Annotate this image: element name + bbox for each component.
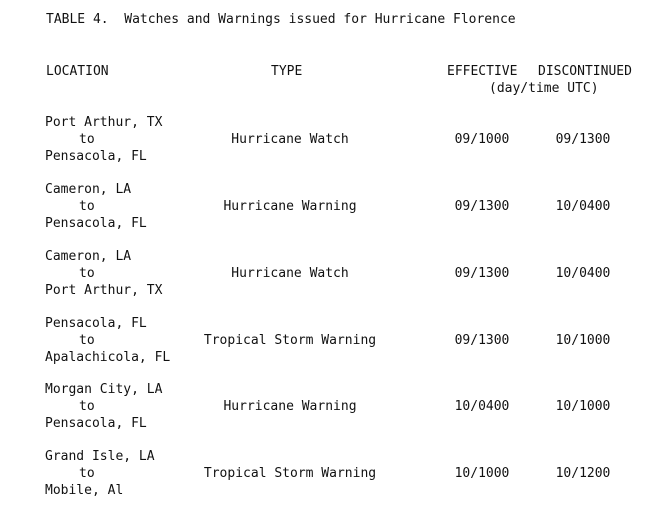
location-to-word: to — [79, 132, 95, 147]
discontinued-time: 10/0400 — [555, 199, 611, 214]
table-row — [0, 114, 663, 165]
advisory-type: Hurricane Watch — [231, 132, 349, 147]
effective-time: 09/1300 — [454, 266, 510, 281]
effective-time: 10/1000 — [454, 466, 510, 481]
location-from: Grand Isle, LA — [45, 449, 155, 464]
location-to: Pensacola, FL — [45, 416, 147, 431]
effective-time: 09/1000 — [454, 132, 510, 147]
location-to-word: to — [79, 399, 95, 414]
effective-time: 09/1300 — [454, 199, 510, 214]
table-title: TABLE 4. Watches and Warnings issued for Hurricane Florence — [46, 12, 516, 27]
location-to-word: to — [79, 199, 95, 214]
header-location: LOCATION — [46, 64, 109, 79]
header-type: TYPE — [271, 64, 303, 79]
advisory-type: Tropical Storm Warning — [203, 466, 377, 481]
discontinued-time: 10/0400 — [555, 266, 611, 281]
header-discontinued: DISCONTINUED — [538, 64, 632, 79]
header-effective: EFFECTIVE — [447, 64, 518, 79]
discontinued-time: 10/1000 — [555, 333, 611, 348]
advisory-type: Hurricane Warning — [223, 399, 357, 414]
location-to-word: to — [79, 266, 95, 281]
discontinued-time: 09/1300 — [555, 132, 611, 147]
location-from: Cameron, LA — [45, 249, 132, 264]
location-to: Pensacola, FL — [45, 149, 147, 164]
effective-time: 10/0400 — [454, 399, 510, 414]
location-to: Pensacola, FL — [45, 216, 147, 231]
location-from: Pensacola, FL — [45, 316, 147, 331]
table-row — [0, 315, 663, 366]
location-to-word: to — [79, 333, 95, 348]
effective-time: 09/1300 — [454, 333, 510, 348]
location-to-word: to — [79, 466, 95, 481]
table-row — [0, 448, 663, 499]
advisory-type: Tropical Storm Warning — [203, 333, 377, 348]
location-to: Apalachicola, FL — [45, 350, 171, 365]
table-row — [0, 381, 663, 432]
location-from: Cameron, LA — [45, 182, 132, 197]
advisory-type: Hurricane Watch — [231, 266, 349, 281]
location-from: Port Arthur, TX — [45, 115, 163, 130]
discontinued-time: 10/1000 — [555, 399, 611, 414]
location-from: Morgan City, LA — [45, 382, 163, 397]
discontinued-time: 10/1200 — [555, 466, 611, 481]
header-time-units: (day/time UTC) — [489, 81, 599, 96]
advisory-type: Hurricane Warning — [223, 199, 357, 214]
table-row — [0, 248, 663, 299]
location-to: Mobile, Al — [45, 483, 124, 498]
table-row — [0, 181, 663, 232]
location-to: Port Arthur, TX — [45, 283, 163, 298]
